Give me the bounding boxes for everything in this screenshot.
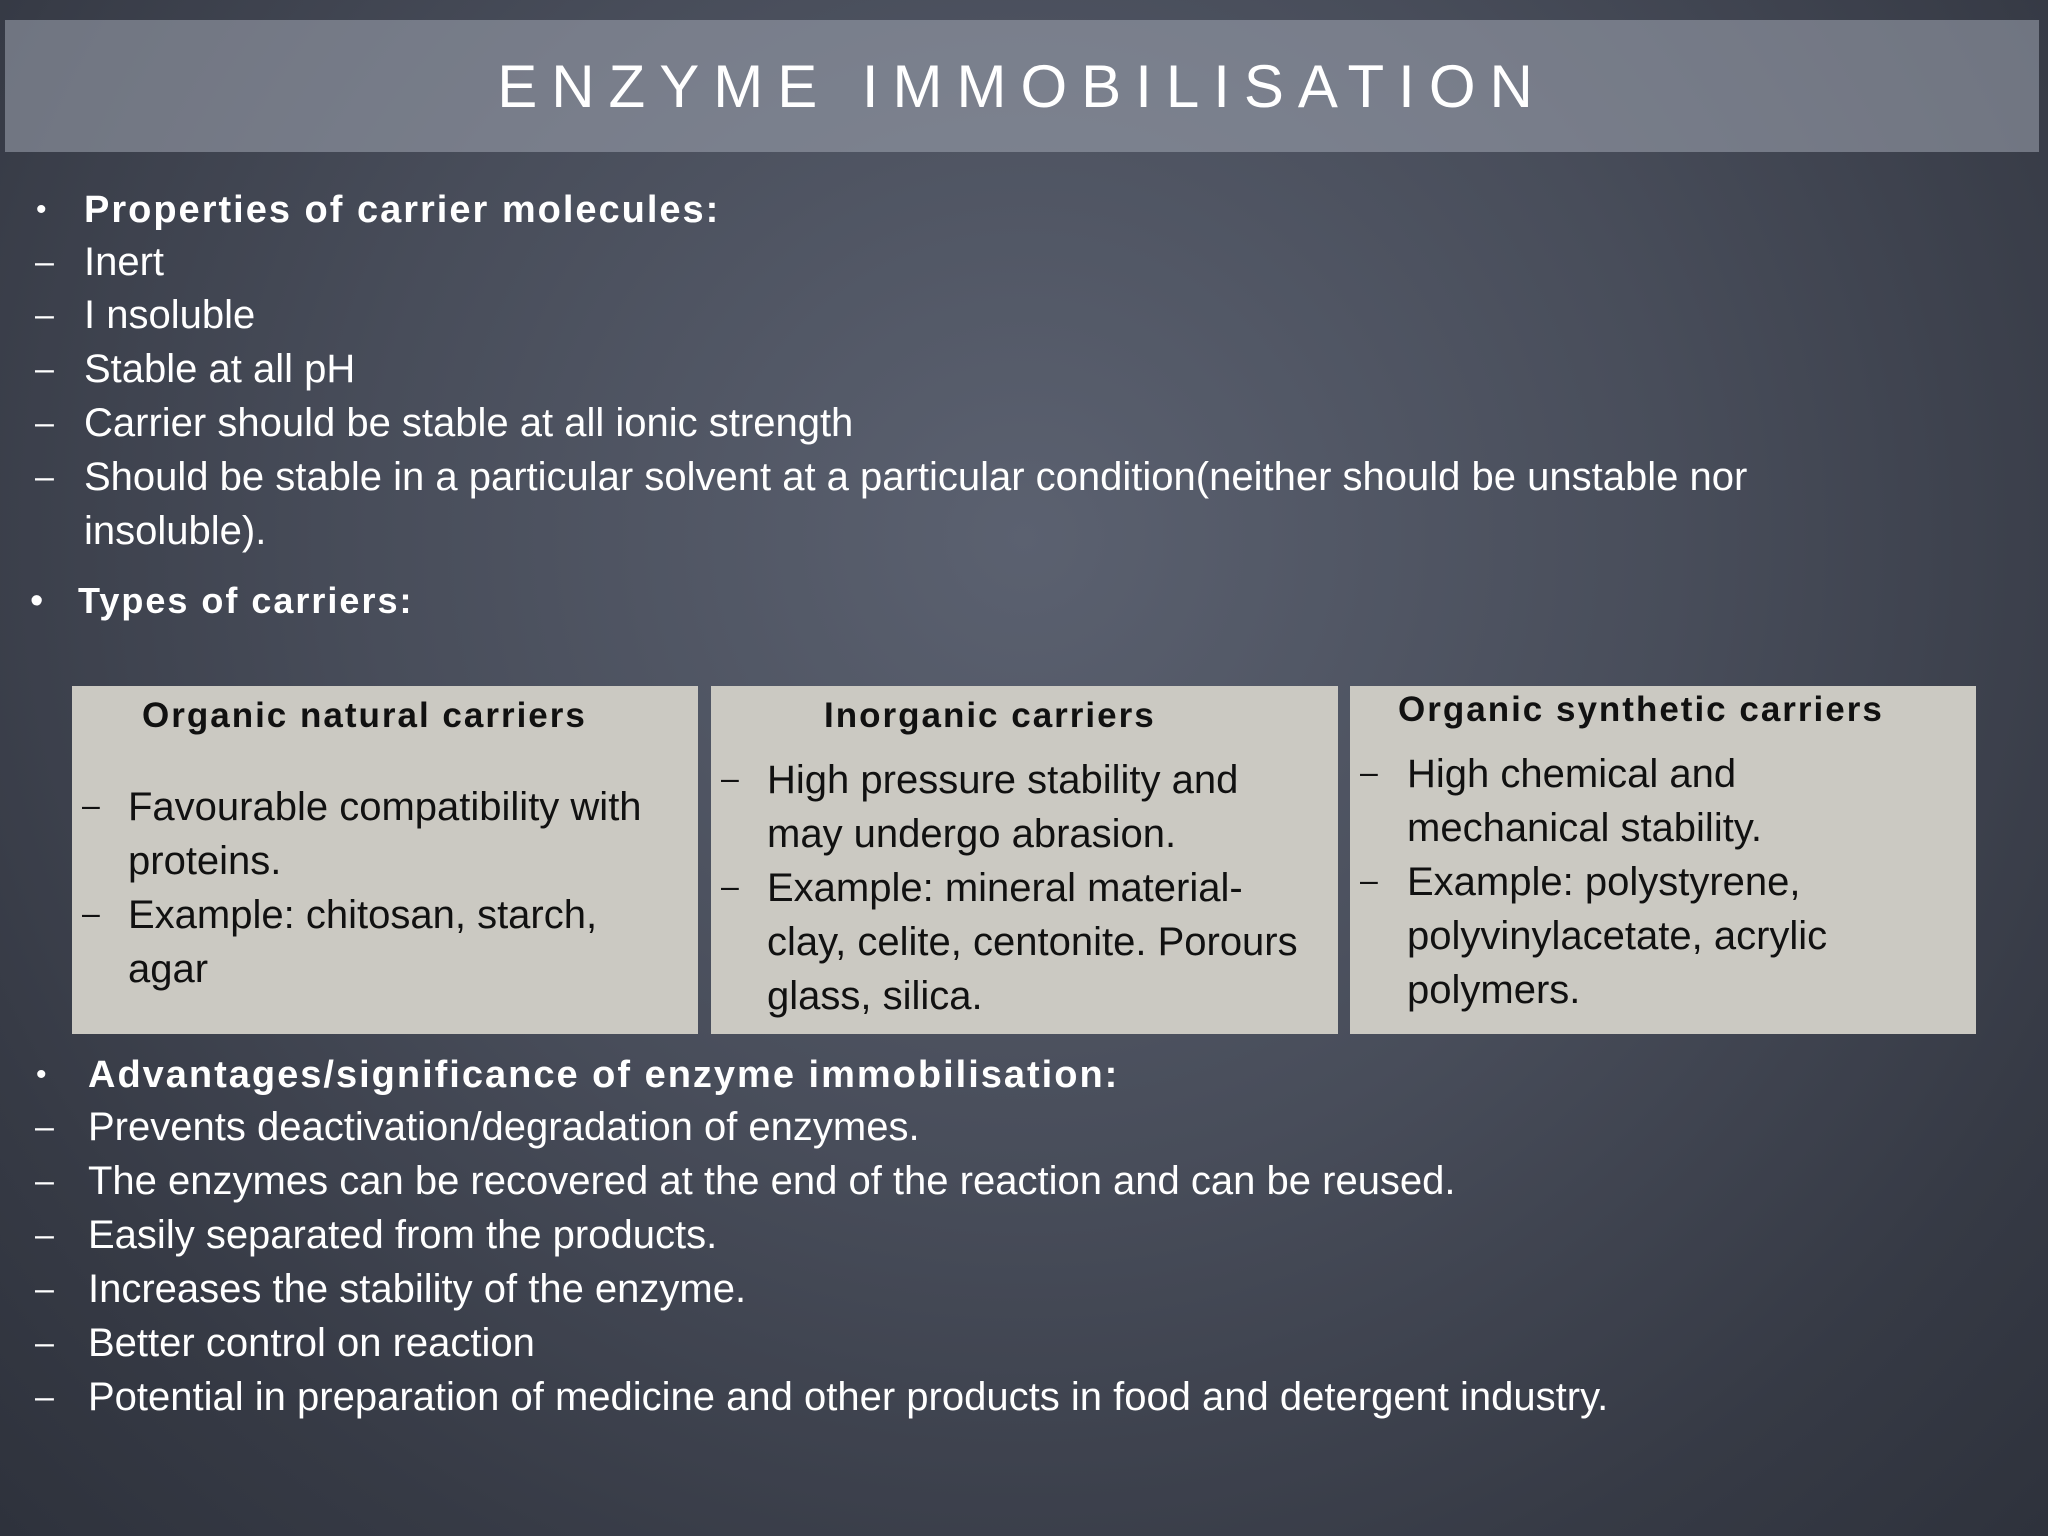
- advantage-item: Increases the stability of the enzyme.: [88, 1267, 747, 1311]
- advantage-item: Prevents deactivation/degradation of enzymes.: [88, 1105, 920, 1149]
- card-line: Favourable compatibility with: [128, 785, 642, 829]
- advantage-item: The enzymes can be recovered at the end of the reaction and can be reused.: [88, 1159, 1456, 1203]
- card-title: Inorganic carriers: [824, 696, 1156, 735]
- property-item: Stable at all pH: [84, 347, 356, 391]
- dash-icon: –: [35, 1324, 54, 1362]
- card-title: Organic natural carriers: [142, 696, 587, 735]
- card-line: High pressure stability and: [767, 758, 1239, 802]
- dash-icon: –: [35, 1216, 54, 1254]
- advantage-item: Potential in preparation of medicine and other products in food and detergent industry.: [88, 1375, 1609, 1419]
- card-line: polymers.: [1407, 968, 1581, 1012]
- dash-icon: –: [35, 404, 54, 442]
- types-heading: Types of carriers:: [78, 580, 414, 621]
- dash-icon: –: [35, 296, 54, 334]
- card-title: Organic synthetic carriers: [1398, 690, 1884, 729]
- dash-icon: –: [1360, 754, 1378, 790]
- card-line: glass, silica.: [767, 974, 983, 1018]
- card-line: agar: [128, 947, 209, 991]
- property-item: I nsoluble: [84, 293, 256, 337]
- card-line: Example: mineral material-: [767, 866, 1243, 910]
- property-item: Inert: [84, 240, 165, 284]
- card-inorganic: [711, 686, 1338, 1034]
- card-line: High chemical and: [1407, 752, 1737, 796]
- card-line: Example: chitosan, starch,: [128, 893, 598, 937]
- card-organic-natural: [72, 686, 698, 1034]
- card-line: polyvinylacetate, acrylic: [1407, 914, 1828, 958]
- property-item: Carrier should be stable at all ionic strength: [84, 401, 854, 445]
- dash-icon: –: [35, 458, 54, 496]
- dash-icon: –: [35, 1378, 54, 1416]
- advantage-item: Better control on reaction: [88, 1321, 535, 1365]
- bullet-icon: •: [30, 580, 44, 622]
- dash-icon: –: [721, 868, 739, 904]
- dash-icon: –: [721, 760, 739, 796]
- bullet-icon: •: [36, 1058, 47, 1091]
- dash-icon: –: [35, 1162, 54, 1200]
- card-line: clay, celite, centonite. Porours: [767, 920, 1298, 964]
- card-line: proteins.: [128, 839, 282, 883]
- property-item-continuation: insoluble).: [84, 509, 267, 553]
- dash-icon: –: [35, 1108, 54, 1146]
- advantages-heading: Advantages/significance of enzyme immobilisation:: [88, 1054, 1120, 1096]
- dash-icon: –: [35, 350, 54, 388]
- card-line: mechanical stability.: [1407, 806, 1762, 850]
- card-line: Example: polystyrene,: [1407, 860, 1801, 904]
- dash-icon: –: [82, 895, 100, 931]
- card-organic-synthetic: [1350, 686, 1976, 1034]
- property-item: Should be stable in a particular solvent at a particular condition(neither should be unstable nor: [84, 455, 1748, 499]
- dash-icon: –: [35, 1270, 54, 1308]
- slide-title: ENZYME IMMOBILISATION: [497, 52, 1547, 120]
- title-bar: [5, 20, 2039, 152]
- card-line: may undergo abrasion.: [767, 812, 1177, 856]
- bullet-icon: •: [36, 193, 47, 226]
- dash-icon: –: [35, 243, 54, 281]
- advantage-item: Easily separated from the products.: [88, 1213, 718, 1257]
- dash-icon: –: [1360, 862, 1378, 898]
- dash-icon: –: [82, 787, 100, 823]
- properties-heading: Properties of carrier molecules:: [84, 189, 721, 231]
